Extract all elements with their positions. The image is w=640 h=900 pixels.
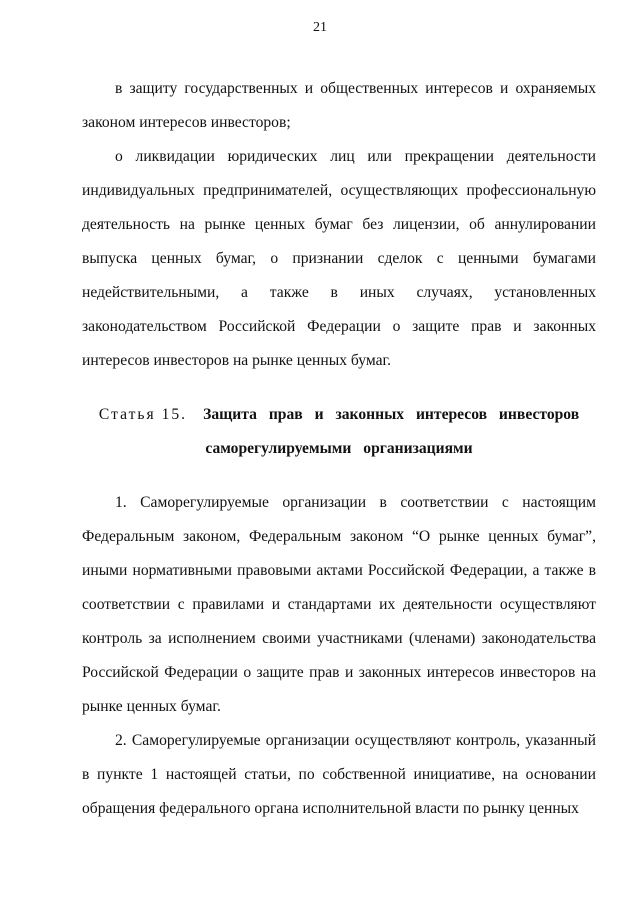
paragraph-item-2: 2. Саморегулируемые организации осуществляют контроль, указанный в пункте 1 настоящей статьи, по собственной инициативе, на основании обращения федерального органа исполнительной власти по рынку ценных: [82, 732, 596, 817]
page-number: 21: [313, 20, 327, 35]
paragraph-public-interests: в защиту государственных и общественных интересов и охраняемых законом интересов инвесторов;: [82, 80, 596, 131]
article-title: Защита прав и законных интересов инвесторов саморегулируемыми организациями: [203, 406, 580, 457]
paragraph-item-1: 1. Саморегулируемые организации в соответствии с настоящим Федеральным законом, Федеральным законом “О рынке ценных бумаг”, иными нормативными правовыми актами Российской Федерации, а также в соответствии с правилами и стандартами их деятельности осуществляют контроль за исполнением своими участниками (членами) законодательства Российской Федерации о защите прав и законных интересов инвесторов на рынке ценных бумаг.: [82, 494, 596, 715]
document-body: [82, 72, 596, 826]
article-heading: [82, 398, 596, 466]
article-number: Статья 15.: [98, 406, 188, 423]
paragraph-liquidation: о ликвидации юридических лиц или прекращении деятельности индивидуальных предпринимателей, осуществляющих профессиональную деятельность на рынке ценных бумаг без лицензии, об аннулировании выпуска ценных бумаг, о признании сделок с ценными бумагами недействительными, а также в иных случаях, установленных законодательством Российской Федерации о защите прав и законных интересов инвесторов на рынке ценных бумаг.: [82, 148, 596, 369]
